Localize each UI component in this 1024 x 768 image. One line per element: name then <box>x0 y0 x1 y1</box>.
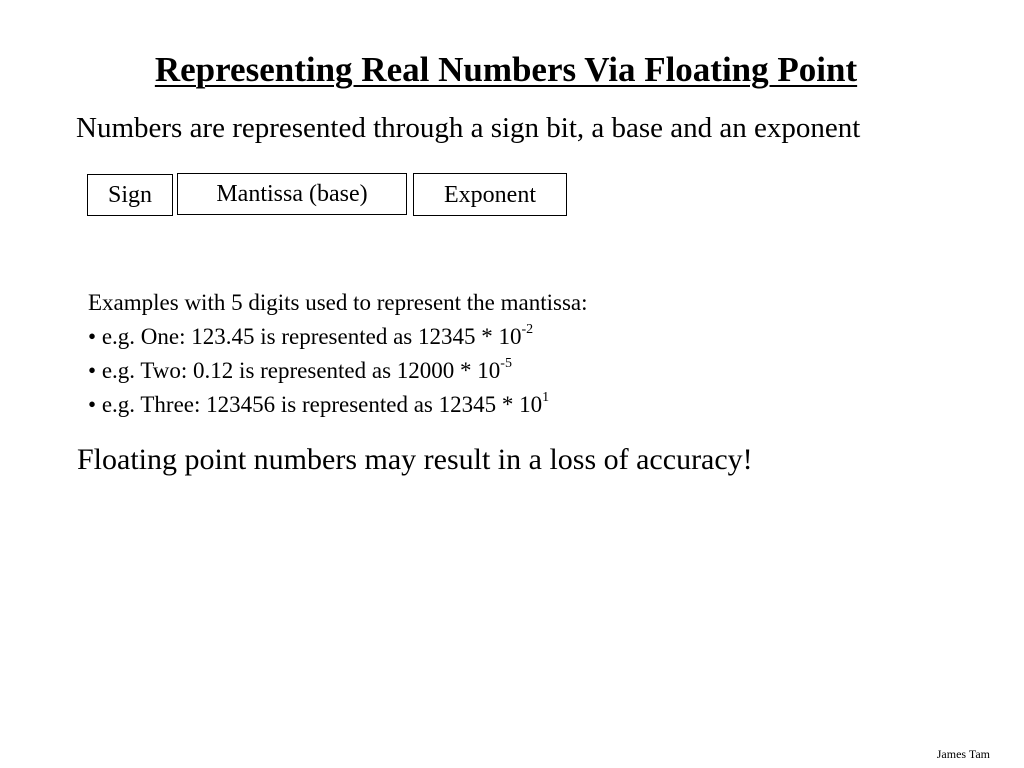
example-item <box>88 388 588 422</box>
bullet: • <box>88 358 97 383</box>
bullet: • <box>88 324 97 349</box>
example-exponent: 1 <box>542 390 550 406</box>
sign-field-box: Sign <box>87 174 173 216</box>
author-footer: James Tam <box>936 747 990 761</box>
intro-text: Numbers are represented through a sign bit, a base and an exponent <box>76 112 861 144</box>
accuracy-warning: Floating point numbers may result in a loss of accuracy! <box>77 443 753 476</box>
examples-list <box>88 286 588 422</box>
example-exponent: -2 <box>521 322 534 338</box>
example-item <box>88 320 588 354</box>
exponent-field-box: Exponent <box>413 173 567 216</box>
mantissa-field-box: Mantissa (base) <box>177 173 407 215</box>
example-exponent: -5 <box>500 356 512 372</box>
slide-title: Representing Real Numbers Via Floating Point <box>154 50 858 89</box>
example-text: e.g. Two: 0.12 is represented as 12000 * 10 <box>101 358 501 383</box>
example-item <box>88 354 588 388</box>
example-text: e.g. Three: 123456 is represented as 12345 * 10 <box>101 392 543 417</box>
bullet: • <box>88 392 97 417</box>
example-text: e.g. One: 123.45 is represented as 12345 * 10 <box>101 324 522 349</box>
examples-heading: Examples with 5 digits used to represent the mantissa: <box>88 290 588 315</box>
